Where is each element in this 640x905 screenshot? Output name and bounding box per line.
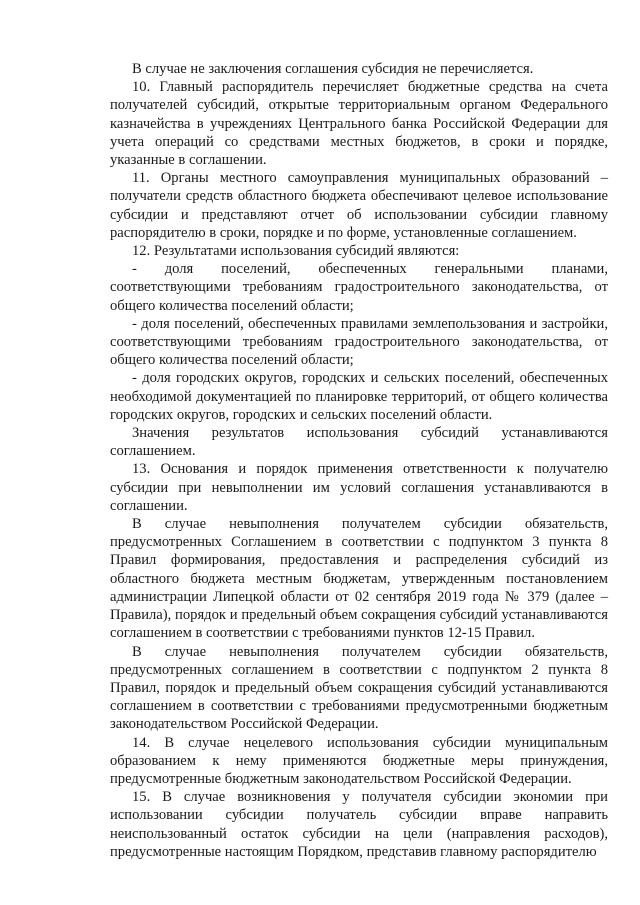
paragraph-item-11: 11. Органы местного самоуправления муниципальных образований – получатели средств областного бюджета обеспечивают целевое использование субсидии и представляют отчет об использовании субсидии главному распорядителю в сроки, порядке и по форме, установленные соглашением. (110, 170, 608, 241)
paragraph-nonfulfillment-subparagraph-2: В случае невыполнения получателем субсидии обязательств, предусмотренных соглашением в соответствии с подпунктом 2 пункта 8 Правил, порядок и предельный объем сокращения субсидий устанавливаются соглашением в соответствии с требованиями предусмотренными бюджетным законодательством Российской Федерации. (110, 643, 608, 733)
list-item-land-use-rules: - доля поселений, обеспеченных правилами землепользования и застройки, соответствующими требованиям градостроительного законодательства, от общего количества поселений области; (110, 315, 608, 369)
list-item-planning-documentation: - доля городских округов, городских и сельских поселений, обеспеченных необходимой документацией по планировке территорий, от общего количества городских округов, городских и сельских поселений области. (110, 370, 608, 423)
paragraph-item-15: 15. В случае возникновения у получателя субсидии экономии при использовании субсидии получатель субсидии вправе направить неиспользованный остаток субсидии на цели (направления расходов), предусмотренные настоящим Порядком, представив главному распорядителю (110, 789, 608, 860)
paragraph-nonfulfillment-subparagraph-3: В случае невыполнения получателем субсидии обязательств, предусмотренных Соглашением в соответствии с подпунктом 3 пункта 8 Правил формирования, предоставления и распределения субсидий из областного бюджета местным бюджетам, утвержденным постановлением администрации Липецкой области от 02 сентября 2019 года № 379 (далее – Правила), порядок и предельный объем сокращения субсидий устанавливаются соглашением в соответствии с требованиями пунктов 12-15 Правил. (110, 516, 608, 642)
paragraph-item-13: 13. Основания и порядок применения ответственности к получателю субсидии при невыполнении им условий соглашения устанавливаются в соглашении. (110, 461, 608, 514)
paragraph-item-14: 14. В случае нецелевого использования субсидии муниципальным образованием к нему применяются бюджетные меры принуждения, предусмотренные бюджетным законодательством Российской Федерации. (110, 734, 608, 787)
paragraph-subsidy-not-transferred: В случае не заключения соглашения субсидия не перечисляется. (132, 61, 534, 77)
paragraph-result-values: Значения результатов использования субсидий устанавливаются соглашением. (110, 425, 608, 460)
paragraph-item-10: 10. Главный распорядитель перечисляет бюджетные средства на счета получателей субсидий, открытые территориальным органом Федерального казначейства в учреждениях Центрального банка Российской Федерации для учета операций со средствами местных бюджетов, в сроки и порядке, указанные в соглашении. (110, 79, 608, 169)
list-item-general-plans: - доля поселений, обеспеченных генеральными планами, соответствующими требованиям градостроительного законодательства, от общего количества поселений области; (110, 261, 608, 314)
paragraph-item-12: 12. Результатами использования субсидий являются: (132, 243, 460, 260)
